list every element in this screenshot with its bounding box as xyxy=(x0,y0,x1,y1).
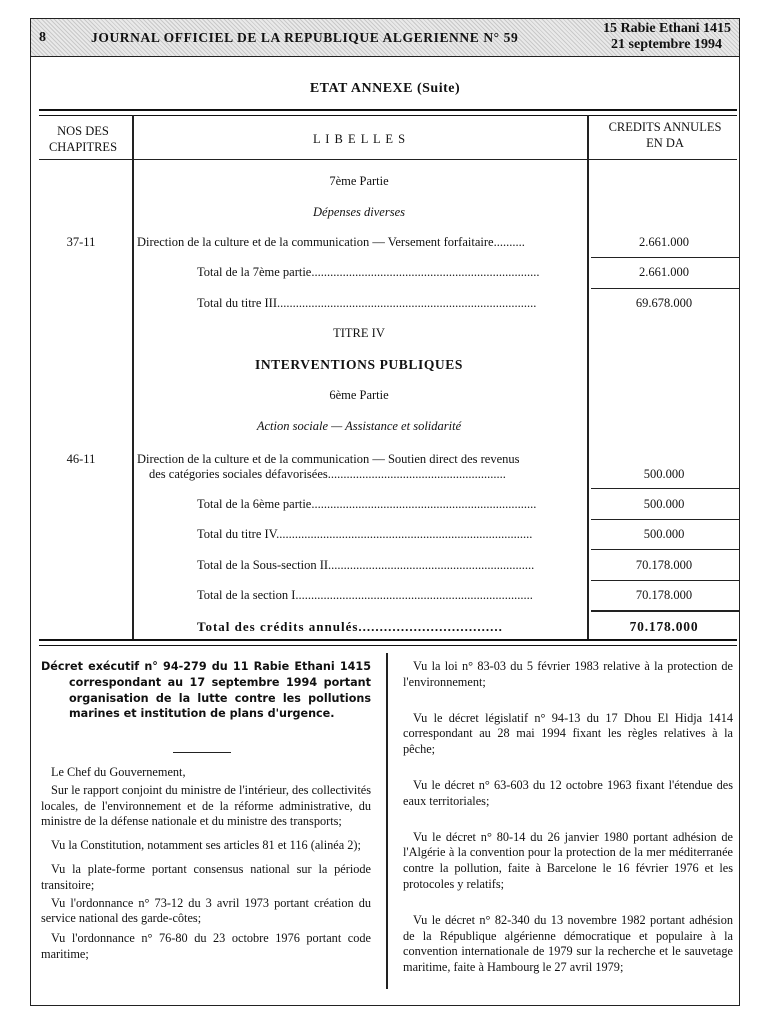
total-titre-3-label: Total du titre III................................................................................... xyxy=(197,296,537,310)
row-37-11-label: Direction de la culture et de la communication — Versement forfaitaire.......... xyxy=(137,235,525,249)
amount-total-6: 500.000 xyxy=(643,497,685,511)
rule-after-46-11 xyxy=(591,488,739,489)
header-credits-line1: CREDITS ANNULES xyxy=(608,120,722,134)
part-7-heading: 7ème Partie xyxy=(329,174,389,188)
interventions-publiques-heading: INTERVENTIONS PUBLIQUES xyxy=(254,357,463,372)
header-chapitres-line2: CHAPITRES xyxy=(48,140,118,154)
rule-after-section-1 xyxy=(591,610,739,612)
total-sous-section-2-label: Total de la Sous-section II.................................................................. xyxy=(197,558,535,572)
total-7-label: Total de la 7ème partie......................................................................... xyxy=(197,265,540,279)
chapter-46-11: 46-11 xyxy=(66,452,96,466)
amount-titre-4: 500.000 xyxy=(643,527,685,541)
left-para-rapport: Sur le rapport conjoint du ministre de l'intérieur, des collectivités locales, de l'environnement et de la réforme administrative, du ministre de la défense nationale et du ministre des transports; xyxy=(41,782,371,829)
header-date-gregorian: 21 septembre 1994 xyxy=(611,37,722,52)
header-chapitres xyxy=(37,123,129,155)
amount-total-credits: 70.178.000 xyxy=(629,619,699,634)
rule-after-titre-4 xyxy=(591,549,739,550)
page-number: 8 xyxy=(39,30,46,45)
journal-title: JOURNAL OFFICIEL DE LA REPUBLIQUE ALGERIENNE N° 59 xyxy=(91,30,519,45)
rule-after-37-11 xyxy=(591,257,739,258)
action-sociale-heading: Action sociale — Assistance et solidarité xyxy=(256,419,462,433)
header-credits xyxy=(589,119,741,151)
decree-title: Décret exécutif n° 94-279 du 11 Rabie Ethani 1415 correspondant au 17 septembre 1994 portant organisation de la lutte contre les pollutions marines et institution de plans d'urgence. xyxy=(41,660,371,721)
header-credits-line2: EN DA xyxy=(646,136,684,150)
right-para-loi-83-03: Vu la loi n° 83-03 du 5 février 1983 relative à la protection de l'environnement; xyxy=(403,659,733,689)
total-section-1-label: Total de la section I............................................................................ xyxy=(197,588,533,602)
rule-after-total-7 xyxy=(591,288,739,289)
chapter-37-11: 37-11 xyxy=(66,235,96,249)
table-bottom-rule xyxy=(39,639,737,646)
header-chapitres-line1: NOS DES xyxy=(57,124,109,138)
amount-section-1: 70.178.000 xyxy=(635,588,693,602)
journal-page xyxy=(30,18,740,1006)
part-6-heading: 6ème Partie xyxy=(329,388,389,402)
amount-total-7: 2.661.000 xyxy=(639,265,689,279)
right-para-decret-94-13: Vu le décret législatif n° 94-13 du 17 Dhou El Hidja 1414 correspondant au 28 mai 1994 fixant les règles relatives à la pêche; xyxy=(403,710,733,757)
row-46-11-label-a: Direction de la culture et de la communication — Soutien direct des revenus xyxy=(137,452,520,466)
row-46-11-label-b: des catégories sociales défavorisées......................................................... xyxy=(149,467,506,481)
right-para-decret-63-603: Vu le décret n° 63-603 du 12 octobre 1963 fixant l'étendue des eaux territoriales; xyxy=(403,777,733,808)
total-6-label: Total de la 6ème partie........................................................................ xyxy=(197,497,537,511)
table-top-rule xyxy=(39,109,737,116)
total-credits-label: Total des crédits annulés.................................. xyxy=(197,619,503,634)
rule-after-total-6 xyxy=(591,519,739,520)
table-header-rule xyxy=(39,159,737,160)
amount-titre-3: 69.678.000 xyxy=(635,296,693,310)
amount-37-11: 2.661.000 xyxy=(639,235,689,249)
text-column-divider xyxy=(386,653,388,989)
decree-separator xyxy=(173,752,231,753)
left-para-plate-forme: Vu la plate-forme portant consensus national sur la période transitoire; xyxy=(41,861,371,892)
amount-sous-section-2: 70.178.000 xyxy=(635,558,693,572)
amount-46-11: 500.000 xyxy=(643,467,685,481)
left-para-constitution: Vu la Constitution, notamment ses articles 81 et 116 (alinéa 2); xyxy=(51,838,361,853)
titre-4-heading: TITRE IV xyxy=(333,326,385,340)
right-text-column xyxy=(403,659,733,976)
table-col-divider-1 xyxy=(132,115,134,640)
etat-annexe-title: ETAT ANNEXE (Suite) xyxy=(309,81,461,96)
left-para-ordonnance-76-80: Vu l'ordonnance n° 76-80 du 23 octobre 1976 portant code maritime; xyxy=(41,931,371,961)
header-libelles: L I B E L L E S xyxy=(312,132,407,146)
total-titre-4-label: Total du titre IV.................................................................................. xyxy=(197,527,533,541)
left-para-ordonnance-73-12: Vu l'ordonnance n° 73-12 du 3 avril 1973 portant création du service national des garde-côtes; xyxy=(41,895,371,926)
chef-du-gouvernement: Le Chef du Gouvernement, xyxy=(51,765,186,779)
right-para-decret-80-14: Vu le décret n° 80-14 du 26 janvier 1980 portant adhésion de l'Algérie à la convention pour la protection de la mer méditerranée contre la pollution, faite à Barcelone le 16 février 1976 et les protocoles y relatifs; xyxy=(403,829,733,891)
header-date-hijri: 15 Rabie Ethani 1415 xyxy=(603,21,731,36)
page-header xyxy=(31,19,739,57)
depenses-diverses-heading: Dépenses diverses xyxy=(313,205,405,219)
left-text-column xyxy=(41,659,371,722)
left-text-body xyxy=(41,765,371,963)
rule-after-sous-section-2 xyxy=(591,580,739,581)
right-para-decret-82-340: Vu le décret n° 82-340 du 13 novembre 1982 portant adhésion de la République algérienne démocratique et populaire à la convention internationale de 1979 sur la recherche et le sauvetage maritime, faite à Hambourg le 27 avril 1979; xyxy=(403,912,733,975)
header-date xyxy=(603,21,731,53)
